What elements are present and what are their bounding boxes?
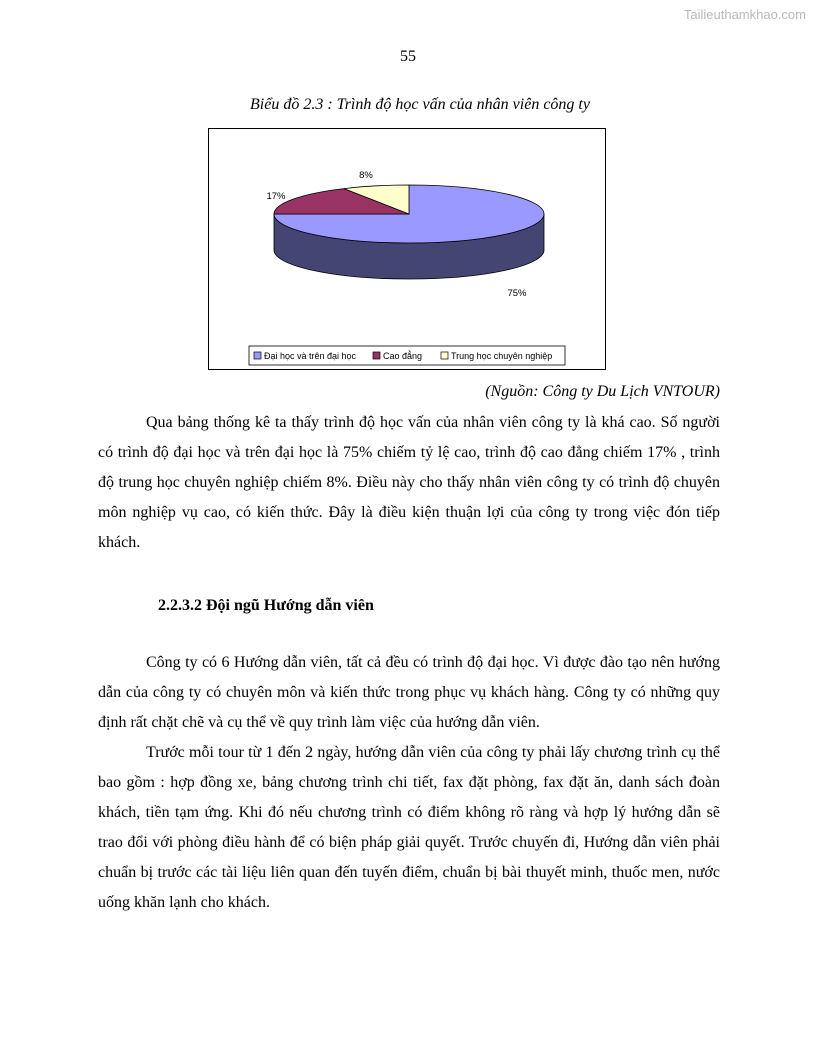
pie-chart (209, 129, 605, 369)
legend-swatch-2 (441, 352, 448, 359)
chart-frame (208, 128, 606, 370)
legend-swatch-1 (373, 352, 380, 359)
section-heading: 2.2.3.2 Đội ngũ Hướng dẫn viên (158, 597, 374, 614)
legend-label-1: Cao đẳng (383, 351, 423, 361)
paragraph-1: Qua bảng thống kê ta thấy trình độ học vấn của nhân viên công ty là khá cao. Số người có trình độ đại học và trên đại học là 75% chiếm tỷ lệ cao, trình độ cao đẳng chiếm 17% , trình độ trung học chuyên nghiệp chiếm 8%. Điều này cho thấy nhân viên công ty có trình độ chuyên môn nghiệp vụ cao, có kiến thức. Đây là điều kiện thuận lợi của công ty trong việc đón tiếp khách. (98, 414, 720, 551)
page-number: 55 (400, 48, 416, 65)
watermark: Tailieuthamkhao.com (683, 7, 806, 22)
data-label-1: 17% (266, 191, 286, 202)
legend-swatch-0 (254, 352, 261, 359)
data-label-0: 75% (507, 288, 527, 299)
legend-label-0: Đại học và trên đại học (264, 351, 357, 361)
legend-label-2: Trung học chuyên nghiệp (451, 351, 553, 361)
figure-caption: Biểu đồ 2.3 : Trình độ học vấn của nhân viên công ty (250, 96, 590, 113)
legend (249, 346, 565, 365)
paragraph-3: Trước mỗi tour từ 1 đến 2 ngày, hướng dẫn viên của công ty phải lấy chương trình cụ thể bao gồm : hợp đồng xe, bảng chương trình chi tiết, fax đặt phòng, fax đặt ăn, danh sách đoàn khách, tiền tạm ứng. Khi đó nếu chương trình có điểm không rõ ràng và hợp lý hướng dẫn sẽ trao đổi với phòng điều hành để có biện pháp giải quyết. Trước chuyến đi, Hướng dẫn viên phải chuẩn bị trước các tài liệu liên quan đến tuyến điểm, chuẩn bị bài thuyết minh, thuốc men, nước uống khăn lạnh cho khách. (98, 744, 720, 911)
source-note: (Nguồn: Công ty Du Lịch VNTOUR) (485, 383, 720, 400)
paragraph-2: Công ty có 6 Hướng dẫn viên, tất cả đều có trình độ đại học. Vì được đào tạo nên hướng dẫn của công ty có chuyên môn và kiến thức trong phục vụ khách hàng. Công ty có những quy định rất chặt chẽ và cụ thể về quy trình làm việc của hướng dẫn viên. (98, 654, 720, 731)
data-label-2: 8% (359, 170, 373, 181)
